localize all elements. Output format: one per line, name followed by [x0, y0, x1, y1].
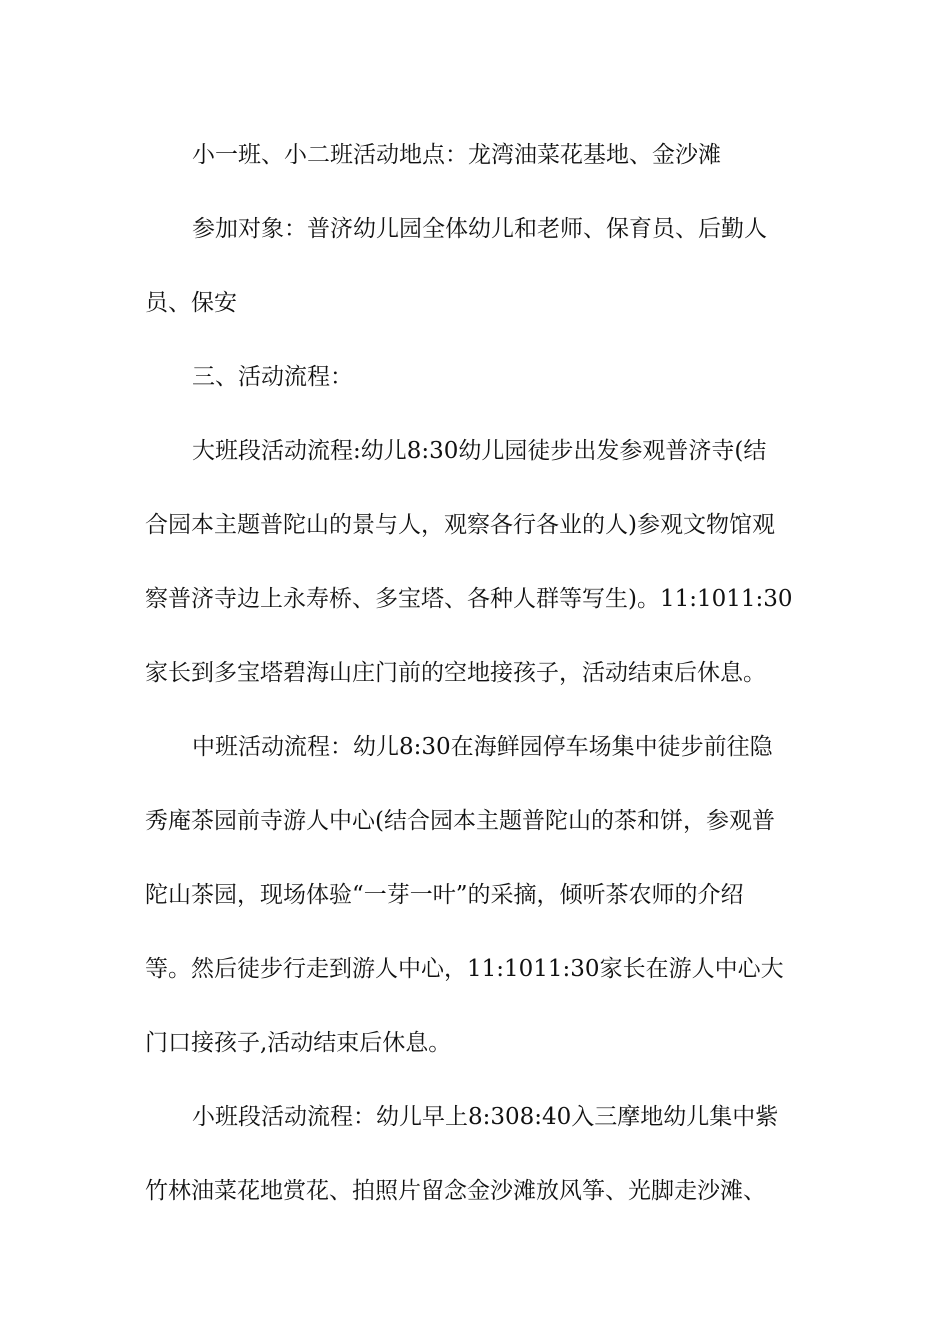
document-body — [145, 130, 815, 1240]
text-line: 大班段活动流程:幼儿8:30幼儿园徒步出发参观普济寺(结 — [192, 438, 767, 464]
text-line: 小班段活动流程：幼儿早上8:308:40入三摩地幼儿集中紫 — [192, 1104, 779, 1130]
text-line: 陀山茶园，现场体验“一芽一叶”的采摘，倾听茶农师的介绍 — [145, 882, 744, 908]
text-line: 中班活动流程：幼儿8:30在海鲜园停车场集中徒步前往隐 — [192, 734, 773, 760]
text-line: 等。然后徒步行走到游人中心，11:1011:30家长在游人中心大 — [145, 956, 784, 982]
text-line: 小一班、小二班活动地点：龙湾油菜花基地、金沙滩 — [192, 142, 721, 168]
text-line: 参加对象：普济幼儿园全体幼儿和老师、保育员、后勤人 — [192, 216, 767, 242]
text-line: 秀庵茶园前寺游人中心(结合园本主题普陀山的茶和饼，参观普 — [145, 808, 775, 834]
text-line: 员、保安 — [145, 290, 237, 316]
text-line: 察普济寺边上永寿桥、多宝塔、各种人群等写生)。11:1011:30 — [145, 586, 793, 612]
text-line: 门口接孩子,活动结束后休息。 — [145, 1030, 452, 1056]
text-line: 竹林油菜花地赏花、拍照片留念金沙滩放风筝、光脚走沙滩、 — [145, 1178, 766, 1204]
section-heading: 三、活动流程： — [192, 364, 353, 390]
text-line: 家长到多宝塔碧海山庄门前的空地接孩子，活动结束后休息。 — [145, 660, 766, 686]
text-line: 合园本主题普陀山的景与人，观察各行各业的人)参观文物馆观 — [145, 512, 775, 538]
